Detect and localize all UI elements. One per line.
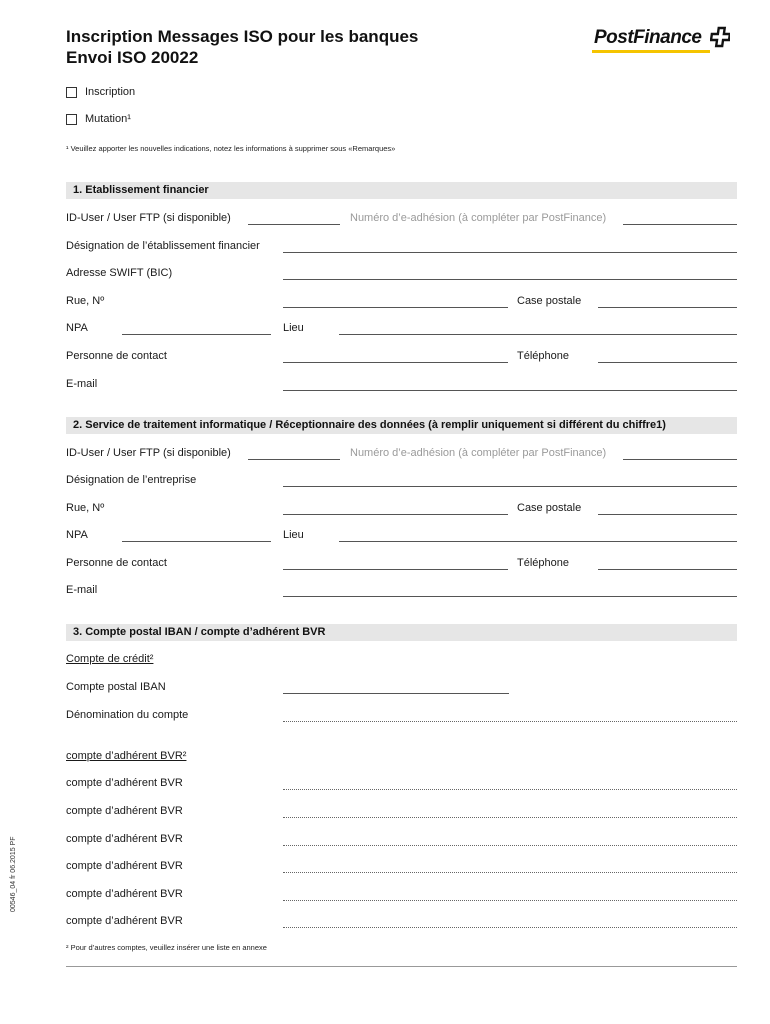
logo-wordmark: PostFinance [594,27,702,48]
footnote-2: ² Pour d’autres comptes, veuillez insérer une liste en annexe [66,943,267,952]
label-id-user: ID-User / User FTP (si disponible) [66,447,231,459]
label-case-postale: Case postale [517,502,582,514]
lieu-field[interactable] [339,334,737,335]
section-2-header: 2. Service de traitement informatique / Réceptionnaire des données (à remplir uniquement si différent du chiffre1) [66,417,737,434]
label-denomination: Dénomination du compte [66,709,189,721]
case-postale-field[interactable] [598,514,737,515]
checkbox-box[interactable] [66,114,77,125]
rue-field[interactable] [283,514,508,515]
checkbox-label: Mutation¹ [85,113,131,125]
label-rue: Rue, Nº [66,295,105,307]
e-adhesion-field[interactable] [623,459,737,460]
form-title [66,26,418,68]
title-line-2: Envoi ISO 20022 [66,48,199,67]
email-field[interactable] [283,390,737,391]
id-placeholder: Numéro d’e-adhésion (à compléter par PostFinance) [350,212,607,224]
denomination-field[interactable] [283,721,737,722]
swiss-cross-icon [710,26,730,50]
label-telephone: Téléphone [517,350,569,362]
bvr-field-2[interactable] [283,817,737,818]
label-designation: Désignation de l’entreprise [66,474,197,486]
document-code: 00546_04 fr 06.2015 PF [10,836,17,912]
email-field[interactable] [283,596,737,597]
label-contact: Personne de contact [66,557,167,569]
footer-divider [66,966,737,967]
id-user-field[interactable] [248,224,340,225]
label-rue: Rue, Nº [66,502,105,514]
label-bvr-4: compte d’adhérent BVR [66,860,183,872]
npa-field[interactable] [122,541,271,542]
title-line-1: Inscription Messages ISO pour les banques [66,27,419,46]
designation-field[interactable] [283,486,737,487]
credit-account-title: Compte de crédit² [66,653,154,665]
bvr-field-3[interactable] [283,845,737,846]
iban-field[interactable] [283,693,509,694]
postfinance-logo [592,24,738,54]
checkbox-inscription[interactable] [66,84,135,100]
label-case-postale: Case postale [517,295,582,307]
lieu-field[interactable] [339,541,737,542]
telephone-field[interactable] [598,362,737,363]
label-id-user: ID-User / User FTP (si disponible) [66,212,231,224]
label-designation: Désignation de l’établissement financier [66,240,260,252]
label-contact: Personne de contact [66,350,167,362]
e-adhesion-field[interactable] [623,224,737,225]
bvr-field-4[interactable] [283,872,737,873]
checkbox-label: Inscription [85,86,136,98]
label-swift: Adresse SWIFT (BIC) [66,267,173,279]
label-iban: Compte postal IBAN [66,681,166,693]
rue-field[interactable] [283,307,508,308]
id-placeholder: Numéro d’e-adhésion (à compléter par PostFinance) [350,447,607,459]
label-npa: NPA [66,529,88,541]
label-bvr-6: compte d’adhérent BVR [66,915,183,927]
label-lieu: Lieu [283,529,304,541]
footnote-1: ¹ Veuillez apporter les nouvelles indications, notez les informations à supprimer sous «Remarques» [66,144,396,153]
npa-field[interactable] [122,334,271,335]
contact-field[interactable] [283,569,508,570]
label-email: E-mail [66,378,98,390]
label-lieu: Lieu [283,322,304,334]
label-npa: NPA [66,322,88,334]
bvr-field-1[interactable] [283,789,737,790]
section-3-header: 3. Compte postal IBAN / compte d’adhérent BVR [66,624,737,641]
checkbox-mutation[interactable] [66,111,131,127]
case-postale-field[interactable] [598,307,737,308]
label-bvr-5: compte d’adhérent BVR [66,888,183,900]
id-user-field[interactable] [248,459,340,460]
logo-underline [592,50,710,53]
label-telephone: Téléphone [517,557,569,569]
section-1-header: 1. Etablissement financier [66,182,737,199]
swift-field[interactable] [283,279,737,280]
bvr-field-6[interactable] [283,927,737,928]
designation-field[interactable] [283,252,737,253]
label-bvr-3: compte d’adhérent BVR [66,833,183,845]
label-bvr-2: compte d’adhérent BVR [66,805,183,817]
label-bvr-1: compte d’adhérent BVR [66,777,183,789]
contact-field[interactable] [283,362,508,363]
telephone-field[interactable] [598,569,737,570]
label-email: E-mail [66,584,98,596]
checkbox-box[interactable] [66,87,77,98]
bvr-title: compte d’adhérent BVR² [66,750,187,762]
bvr-field-5[interactable] [283,900,737,901]
